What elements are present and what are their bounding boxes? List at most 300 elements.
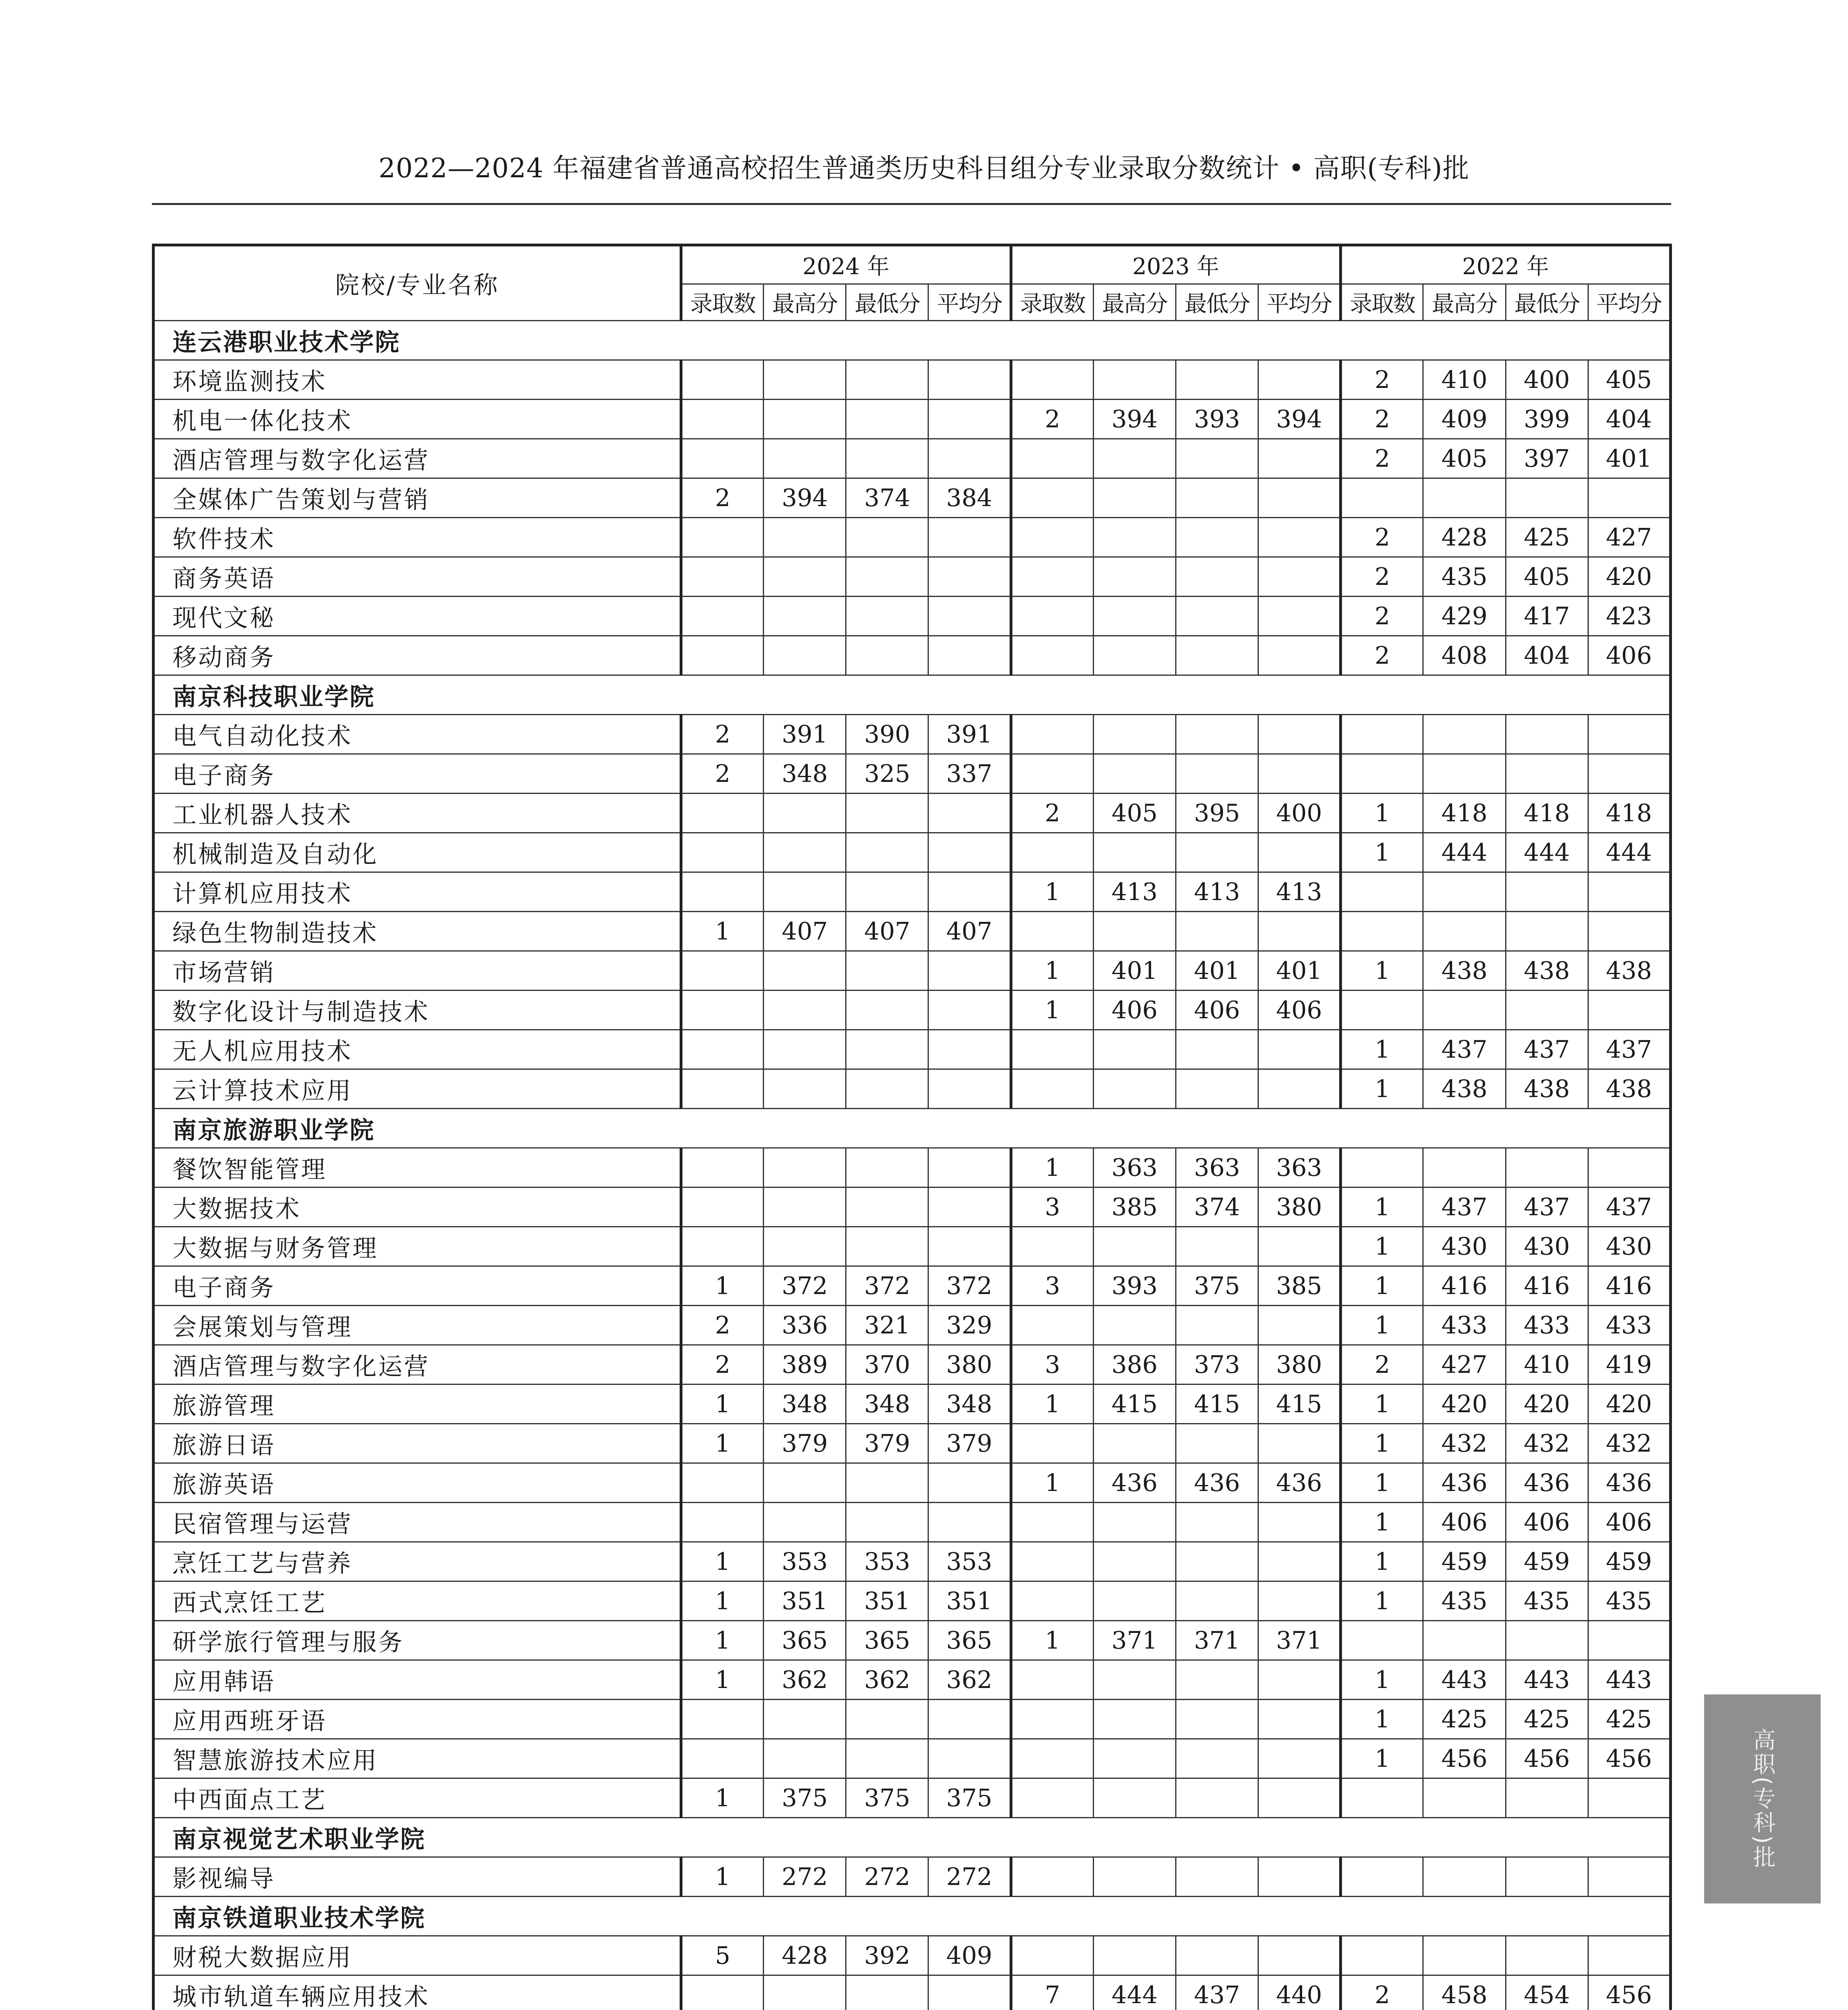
- y2022-min-score-cell: [1506, 1621, 1588, 1660]
- y2024-avg-score-cell: 380: [928, 1345, 1011, 1384]
- y2024-avg-score-cell: [928, 1503, 1011, 1542]
- y2024-avg-score-cell: [928, 1975, 1011, 2010]
- major-name: 电子商务: [154, 754, 681, 794]
- y2023-count-cell: [1011, 1936, 1093, 1975]
- y2024-avg-score-cell: [928, 1463, 1011, 1503]
- y2023-max-score-cell: 371: [1093, 1621, 1176, 1660]
- y2022-max-score-cell: 425: [1423, 1700, 1506, 1739]
- y2024-max-score-cell: [764, 597, 846, 636]
- y2023-max-score-cell: 405: [1093, 794, 1176, 833]
- y2024-count-cell: 2: [681, 1306, 764, 1345]
- y2023-max-score-cell: 394: [1093, 400, 1176, 439]
- y2022-max-score-cell: [1423, 1778, 1506, 1818]
- y2022-avg-score-cell: 456: [1588, 1975, 1670, 2010]
- y2023-avg-score-cell: [1258, 1227, 1341, 1266]
- y2022-avg-score-cell: 405: [1588, 360, 1670, 400]
- y2024-min-score-cell: [846, 833, 928, 872]
- y2023-avg-score-cell: 363: [1258, 1148, 1341, 1188]
- y2024-count-cell: [681, 1463, 764, 1503]
- y2024-count-cell: [681, 951, 764, 991]
- year-header-2022: 2022 年: [1341, 245, 1671, 284]
- y2024-count-cell: [681, 1030, 764, 1069]
- y2024-avg-score-cell: 379: [928, 1424, 1011, 1463]
- y2024-min-score-cell: [846, 597, 928, 636]
- y2024-min-score-cell: 392: [846, 1936, 928, 1975]
- y2023-count-cell: 1: [1011, 1384, 1093, 1424]
- y2022-min-score-cell: 433: [1506, 1306, 1588, 1345]
- major-name: 酒店管理与数字化运营: [154, 439, 681, 478]
- y2022-max-score-cell: 433: [1423, 1306, 1506, 1345]
- y2024-max-score-cell: [764, 872, 846, 912]
- y2023-max-score-cell: [1093, 1542, 1176, 1581]
- y2024-avg-score-cell: 272: [928, 1857, 1011, 1897]
- y2024-avg-score-cell: [928, 597, 1011, 636]
- y2023-avg-score-cell: [1258, 1660, 1341, 1700]
- y2023-max-score-cell: 406: [1093, 991, 1176, 1030]
- y2024-min-score-cell: [846, 360, 928, 400]
- y2023-max-score-cell: 393: [1093, 1266, 1176, 1306]
- major-name: 智慧旅游技术应用: [154, 1739, 681, 1778]
- y2022-avg-score-cell: 432: [1588, 1424, 1670, 1463]
- major-row: [154, 360, 1671, 400]
- y2022-min-score-cell: [1506, 912, 1588, 951]
- side-tab-label: 高职(专科)批: [1750, 1728, 1776, 1870]
- y2024-max-score-cell: 365: [764, 1621, 846, 1660]
- y2022-avg-score-cell: 416: [1588, 1266, 1670, 1306]
- y2022-count-cell: [1341, 1857, 1423, 1897]
- y2023-min-score-cell: [1176, 518, 1258, 557]
- y2023-avg-score-cell: [1258, 912, 1341, 951]
- y2023-count-cell: [1011, 754, 1093, 794]
- school-row: [154, 675, 1671, 715]
- major-row: [154, 912, 1671, 951]
- major-row: [154, 1621, 1671, 1660]
- y2024-count-cell: [681, 1975, 764, 2010]
- school-row: [154, 1897, 1671, 1936]
- y2022-max-score-cell: [1423, 872, 1506, 912]
- y2022-avg-score-cell: 438: [1588, 951, 1670, 991]
- y2023-max-score-cell: [1093, 1503, 1176, 1542]
- major-row: [154, 597, 1671, 636]
- school-row: [154, 321, 1671, 360]
- y2022-min-score-cell: [1506, 1857, 1588, 1897]
- y2022-avg-score-cell: 404: [1588, 400, 1670, 439]
- y2022-max-score-cell: 406: [1423, 1503, 1506, 1542]
- major-name: 旅游管理: [154, 1384, 681, 1424]
- major-name: 应用西班牙语: [154, 1700, 681, 1739]
- y2022-count-cell: 2: [1341, 597, 1423, 636]
- y2022-count-cell: 1: [1341, 833, 1423, 872]
- y2022-count-cell: 1: [1341, 1424, 1423, 1463]
- y2023-avg-score-cell: [1258, 1424, 1341, 1463]
- y2023-max-score-cell: 436: [1093, 1463, 1176, 1503]
- y2023-avg-score-cell: [1258, 478, 1341, 518]
- y2023-max-score-cell: [1093, 1660, 1176, 1700]
- y2022-avg-score-cell: 425: [1588, 1700, 1670, 1739]
- y2023-avg-score-cell: [1258, 1936, 1341, 1975]
- y2022-min-score-cell: 400: [1506, 360, 1588, 400]
- y2022-count-cell: [1341, 715, 1423, 754]
- y2023-max-score-cell: [1093, 715, 1176, 754]
- y2024-count-cell: 1: [681, 912, 764, 951]
- y2023-avg-score-cell: [1258, 1739, 1341, 1778]
- y2024-max-score-cell: [764, 1739, 846, 1778]
- y2022-count-cell: 1: [1341, 794, 1423, 833]
- y2023-avg-score-cell: 401: [1258, 951, 1341, 991]
- y2024-avg-score-cell: 384: [928, 478, 1011, 518]
- y2024-min-score-cell: 390: [846, 715, 928, 754]
- major-row: [154, 1503, 1671, 1542]
- major-name: 烹饪工艺与营养: [154, 1542, 681, 1581]
- y2024-count-cell: 1: [681, 1424, 764, 1463]
- y2024-avg-score-cell: [928, 1148, 1011, 1188]
- y2023-count-cell: [1011, 636, 1093, 675]
- y2024-count-cell: [681, 1739, 764, 1778]
- y2024-max-score-cell: [764, 636, 846, 675]
- y2022-max-score-cell: 459: [1423, 1542, 1506, 1581]
- y2023-avg-score-cell: [1258, 1857, 1341, 1897]
- y2024-min-score-cell: [846, 400, 928, 439]
- y2022-count-cell: 2: [1341, 636, 1423, 675]
- y2022-max-score-cell: [1423, 478, 1506, 518]
- y2023-count-cell: 3: [1011, 1345, 1093, 1384]
- y2024-max-score-cell: 389: [764, 1345, 846, 1384]
- major-name: 会展策划与管理: [154, 1306, 681, 1345]
- y2022-max-score-cell: 435: [1423, 1581, 1506, 1621]
- y2024-avg-score-cell: 362: [928, 1660, 1011, 1700]
- y2023-min-score-cell: [1176, 478, 1258, 518]
- y2022-min-score-cell: [1506, 1148, 1588, 1188]
- y2024-min-score-cell: [846, 1700, 928, 1739]
- major-row: [154, 1463, 1671, 1503]
- y2022-avg-score-cell: 406: [1588, 636, 1670, 675]
- y2023-min-score-cell: 401: [1176, 951, 1258, 991]
- major-name: 旅游英语: [154, 1463, 681, 1503]
- y2022-min-score-cell: 420: [1506, 1384, 1588, 1424]
- school-name: 连云港职业技术学院: [154, 321, 1671, 360]
- y2023-count-cell: 2: [1011, 400, 1093, 439]
- major-name: 移动商务: [154, 636, 681, 675]
- y2024-max-score-cell: [764, 794, 846, 833]
- y2023-avg-score-cell: [1258, 1542, 1341, 1581]
- y2022-count-cell: 1: [1341, 1463, 1423, 1503]
- y2024-max-score-cell: 362: [764, 1660, 846, 1700]
- school-name: 南京旅游职业学院: [154, 1109, 1671, 1148]
- major-row: [154, 1857, 1671, 1897]
- y2023-avg-score-cell: 406: [1258, 991, 1341, 1030]
- y2024-max-score-cell: [764, 1503, 846, 1542]
- y2023-max-score-cell: 413: [1093, 872, 1176, 912]
- y2023-max-score-cell: [1093, 518, 1176, 557]
- y2022-avg-score-cell: [1588, 1936, 1670, 1975]
- y2024-count-cell: 1: [681, 1542, 764, 1581]
- major-row: [154, 794, 1671, 833]
- y2022-min-score-cell: 399: [1506, 400, 1588, 439]
- y2022-max-score-cell: 435: [1423, 557, 1506, 597]
- y2022-max-score-cell: 437: [1423, 1030, 1506, 1069]
- y2023-min-score-cell: [1176, 833, 1258, 872]
- y2023-avg-score-cell: 415: [1258, 1384, 1341, 1424]
- y2024-min-score-cell: [846, 1188, 928, 1227]
- y2024-max-score-cell: [764, 360, 846, 400]
- y2024-min-score-cell: [846, 794, 928, 833]
- y2022-max-score-cell: 420: [1423, 1384, 1506, 1424]
- y2022-avg-score-cell: 401: [1588, 439, 1670, 478]
- y2023-min-score-cell: [1176, 1030, 1258, 1069]
- y2023-max-score-cell: [1093, 1936, 1176, 1975]
- y2024-avg-score-cell: [928, 1188, 1011, 1227]
- major-name: 机械制造及自动化: [154, 833, 681, 872]
- major-row: [154, 557, 1671, 597]
- y2022-max-score-cell: [1423, 1936, 1506, 1975]
- y2022-max-score-cell: 405: [1423, 439, 1506, 478]
- major-row: [154, 439, 1671, 478]
- y2022-max-score-cell: [1423, 1148, 1506, 1188]
- y2022-avg-score-cell: 420: [1588, 1384, 1670, 1424]
- y2023-min-score-cell: 413: [1176, 872, 1258, 912]
- y2023-avg-score-cell: 371: [1258, 1621, 1341, 1660]
- y2024-count-cell: [681, 360, 764, 400]
- y2022-max-score-cell: 408: [1423, 636, 1506, 675]
- y2023-min-score-cell: 436: [1176, 1463, 1258, 1503]
- y2023-count-cell: [1011, 1227, 1093, 1266]
- y2023-count-cell: 2: [1011, 794, 1093, 833]
- y2023-count-cell: [1011, 360, 1093, 400]
- y2024-avg-score-cell: [928, 518, 1011, 557]
- school-name: 南京视觉艺术职业学院: [154, 1818, 1671, 1857]
- y2022-count-cell: 2: [1341, 1975, 1423, 2010]
- y2022-avg-score-cell: [1588, 872, 1670, 912]
- y2024-max-score-cell: [764, 991, 846, 1030]
- y2024-count-cell: 1: [681, 1857, 764, 1897]
- y2024-max-score-cell: [764, 833, 846, 872]
- y2023-count-cell: [1011, 478, 1093, 518]
- y2023-max-score-cell: [1093, 1778, 1176, 1818]
- y2023-avg-score-cell: 380: [1258, 1345, 1341, 1384]
- y2022-min-score-cell: [1506, 754, 1588, 794]
- major-name: 计算机应用技术: [154, 872, 681, 912]
- y2022-count-cell: 2: [1341, 439, 1423, 478]
- y2022-avg-score-cell: 443: [1588, 1660, 1670, 1700]
- school-name: 南京铁道职业技术学院: [154, 1897, 1671, 1936]
- y2024-max-score-cell: [764, 557, 846, 597]
- y2023-avg-score-cell: [1258, 597, 1341, 636]
- y2024-min-score-cell: [846, 1463, 928, 1503]
- y2022-min-score-cell: 454: [1506, 1975, 1588, 2010]
- y2022-count-cell: [1341, 1778, 1423, 1818]
- y2022-min-score-cell: 443: [1506, 1660, 1588, 1700]
- subheader-max: 最高分: [1093, 284, 1176, 321]
- table-body: [154, 321, 1671, 2010]
- y2023-count-cell: [1011, 518, 1093, 557]
- y2022-count-cell: 1: [1341, 1030, 1423, 1069]
- y2024-min-score-cell: [846, 1739, 928, 1778]
- y2022-count-cell: 1: [1341, 1503, 1423, 1542]
- y2024-min-score-cell: 351: [846, 1581, 928, 1621]
- y2024-max-score-cell: [764, 951, 846, 991]
- y2024-min-score-cell: 348: [846, 1384, 928, 1424]
- y2022-count-cell: [1341, 1621, 1423, 1660]
- y2024-count-cell: [681, 1148, 764, 1188]
- y2024-max-score-cell: [764, 439, 846, 478]
- y2022-avg-score-cell: 456: [1588, 1739, 1670, 1778]
- y2023-count-cell: 1: [1011, 991, 1093, 1030]
- y2022-max-score-cell: [1423, 754, 1506, 794]
- y2023-avg-score-cell: 400: [1258, 794, 1341, 833]
- y2024-count-cell: [681, 1503, 764, 1542]
- y2022-min-score-cell: 459: [1506, 1542, 1588, 1581]
- y2024-max-score-cell: 348: [764, 754, 846, 794]
- y2022-avg-score-cell: [1588, 1148, 1670, 1188]
- y2024-count-cell: 1: [681, 1660, 764, 1700]
- y2023-max-score-cell: 385: [1093, 1188, 1176, 1227]
- year-header-2024: 2024 年: [681, 245, 1011, 284]
- y2022-count-cell: [1341, 912, 1423, 951]
- y2023-count-cell: 1: [1011, 1621, 1093, 1660]
- y2022-min-score-cell: [1506, 872, 1588, 912]
- y2024-max-score-cell: 407: [764, 912, 846, 951]
- major-name: 应用韩语: [154, 1660, 681, 1700]
- y2023-min-score-cell: [1176, 1857, 1258, 1897]
- y2022-min-score-cell: 438: [1506, 1069, 1588, 1109]
- y2024-max-score-cell: 428: [764, 1936, 846, 1975]
- y2022-avg-score-cell: 436: [1588, 1463, 1670, 1503]
- y2022-count-cell: 1: [1341, 1384, 1423, 1424]
- y2023-count-cell: [1011, 1700, 1093, 1739]
- y2023-count-cell: [1011, 1503, 1093, 1542]
- y2024-avg-score-cell: [928, 794, 1011, 833]
- y2023-min-score-cell: 415: [1176, 1384, 1258, 1424]
- y2023-min-score-cell: [1176, 1778, 1258, 1818]
- y2024-min-score-cell: [846, 1503, 928, 1542]
- y2022-count-cell: 2: [1341, 1345, 1423, 1384]
- y2024-avg-score-cell: [928, 360, 1011, 400]
- y2022-max-score-cell: 458: [1423, 1975, 1506, 2010]
- y2022-max-score-cell: 427: [1423, 1345, 1506, 1384]
- major-row: [154, 478, 1671, 518]
- y2024-min-score-cell: 375: [846, 1778, 928, 1818]
- y2024-min-score-cell: 365: [846, 1621, 928, 1660]
- y2023-avg-score-cell: 394: [1258, 400, 1341, 439]
- y2024-max-score-cell: 336: [764, 1306, 846, 1345]
- y2023-min-score-cell: [1176, 1503, 1258, 1542]
- y2023-count-cell: [1011, 1857, 1093, 1897]
- y2023-min-score-cell: 373: [1176, 1345, 1258, 1384]
- y2022-avg-score-cell: 406: [1588, 1503, 1670, 1542]
- y2023-max-score-cell: [1093, 1424, 1176, 1463]
- y2023-avg-score-cell: 440: [1258, 1975, 1341, 2010]
- y2022-max-score-cell: 438: [1423, 1069, 1506, 1109]
- y2023-min-score-cell: 375: [1176, 1266, 1258, 1306]
- major-row: [154, 1345, 1671, 1384]
- y2023-count-cell: [1011, 439, 1093, 478]
- y2022-max-score-cell: 429: [1423, 597, 1506, 636]
- y2023-min-score-cell: [1176, 1306, 1258, 1345]
- y2024-avg-score-cell: [928, 951, 1011, 991]
- y2023-max-score-cell: [1093, 1739, 1176, 1778]
- y2023-count-cell: [1011, 1660, 1093, 1700]
- major-name: 工业机器人技术: [154, 794, 681, 833]
- y2024-min-score-cell: 362: [846, 1660, 928, 1700]
- subheader-max: 最高分: [764, 284, 846, 321]
- y2022-max-score-cell: 436: [1423, 1463, 1506, 1503]
- y2024-max-score-cell: [764, 1030, 846, 1069]
- y2024-max-score-cell: [764, 1463, 846, 1503]
- major-name: 电子商务: [154, 1266, 681, 1306]
- y2023-min-score-cell: 374: [1176, 1188, 1258, 1227]
- y2024-min-score-cell: [846, 1975, 928, 2010]
- y2023-avg-score-cell: 413: [1258, 872, 1341, 912]
- y2023-count-cell: [1011, 1030, 1093, 1069]
- y2022-max-score-cell: 428: [1423, 518, 1506, 557]
- major-name: 云计算技术应用: [154, 1069, 681, 1109]
- y2022-min-score-cell: 418: [1506, 794, 1588, 833]
- y2022-count-cell: 2: [1341, 518, 1423, 557]
- y2024-max-score-cell: [764, 1069, 846, 1109]
- y2022-count-cell: 2: [1341, 360, 1423, 400]
- y2022-count-cell: 2: [1341, 400, 1423, 439]
- y2024-count-cell: 1: [681, 1621, 764, 1660]
- y2024-avg-score-cell: 365: [928, 1621, 1011, 1660]
- y2023-min-score-cell: [1176, 1542, 1258, 1581]
- y2022-max-score-cell: [1423, 912, 1506, 951]
- y2024-avg-score-cell: 409: [928, 1936, 1011, 1975]
- y2022-count-cell: 1: [1341, 1581, 1423, 1621]
- y2024-max-score-cell: [764, 1148, 846, 1188]
- y2023-avg-score-cell: [1258, 557, 1341, 597]
- y2024-count-cell: 2: [681, 715, 764, 754]
- y2022-min-score-cell: 436: [1506, 1463, 1588, 1503]
- major-row: [154, 1148, 1671, 1188]
- y2022-min-score-cell: 456: [1506, 1739, 1588, 1778]
- major-row: [154, 1739, 1671, 1778]
- y2024-min-score-cell: [846, 1030, 928, 1069]
- major-row: [154, 400, 1671, 439]
- y2022-max-score-cell: 416: [1423, 1266, 1506, 1306]
- y2024-count-cell: 5: [681, 1936, 764, 1975]
- major-row: [154, 1700, 1671, 1739]
- major-row: [154, 1581, 1671, 1621]
- subheader-avg: 平均分: [1588, 284, 1670, 321]
- y2024-min-score-cell: [846, 1069, 928, 1109]
- y2022-count-cell: [1341, 754, 1423, 794]
- y2024-max-score-cell: [764, 1227, 846, 1266]
- y2023-min-score-cell: [1176, 1227, 1258, 1266]
- y2022-avg-score-cell: 419: [1588, 1345, 1670, 1384]
- y2023-avg-score-cell: [1258, 1700, 1341, 1739]
- y2022-avg-score-cell: 459: [1588, 1542, 1670, 1581]
- y2023-count-cell: [1011, 1424, 1093, 1463]
- major-row: [154, 636, 1671, 675]
- y2022-min-score-cell: [1506, 1778, 1588, 1818]
- y2022-min-score-cell: 404: [1506, 636, 1588, 675]
- y2023-count-cell: [1011, 1542, 1093, 1581]
- y2023-max-score-cell: [1093, 1857, 1176, 1897]
- y2024-max-score-cell: [764, 1188, 846, 1227]
- subheader-min: 最低分: [846, 284, 928, 321]
- y2024-avg-score-cell: [928, 1700, 1011, 1739]
- y2022-count-cell: 1: [1341, 1306, 1423, 1345]
- y2022-min-score-cell: 425: [1506, 1700, 1588, 1739]
- y2022-max-score-cell: 456: [1423, 1739, 1506, 1778]
- y2022-count-cell: [1341, 478, 1423, 518]
- y2024-max-score-cell: 391: [764, 715, 846, 754]
- y2023-min-score-cell: [1176, 754, 1258, 794]
- y2022-max-score-cell: 432: [1423, 1424, 1506, 1463]
- y2024-count-cell: [681, 557, 764, 597]
- y2024-min-score-cell: [846, 557, 928, 597]
- major-name: 数字化设计与制造技术: [154, 991, 681, 1030]
